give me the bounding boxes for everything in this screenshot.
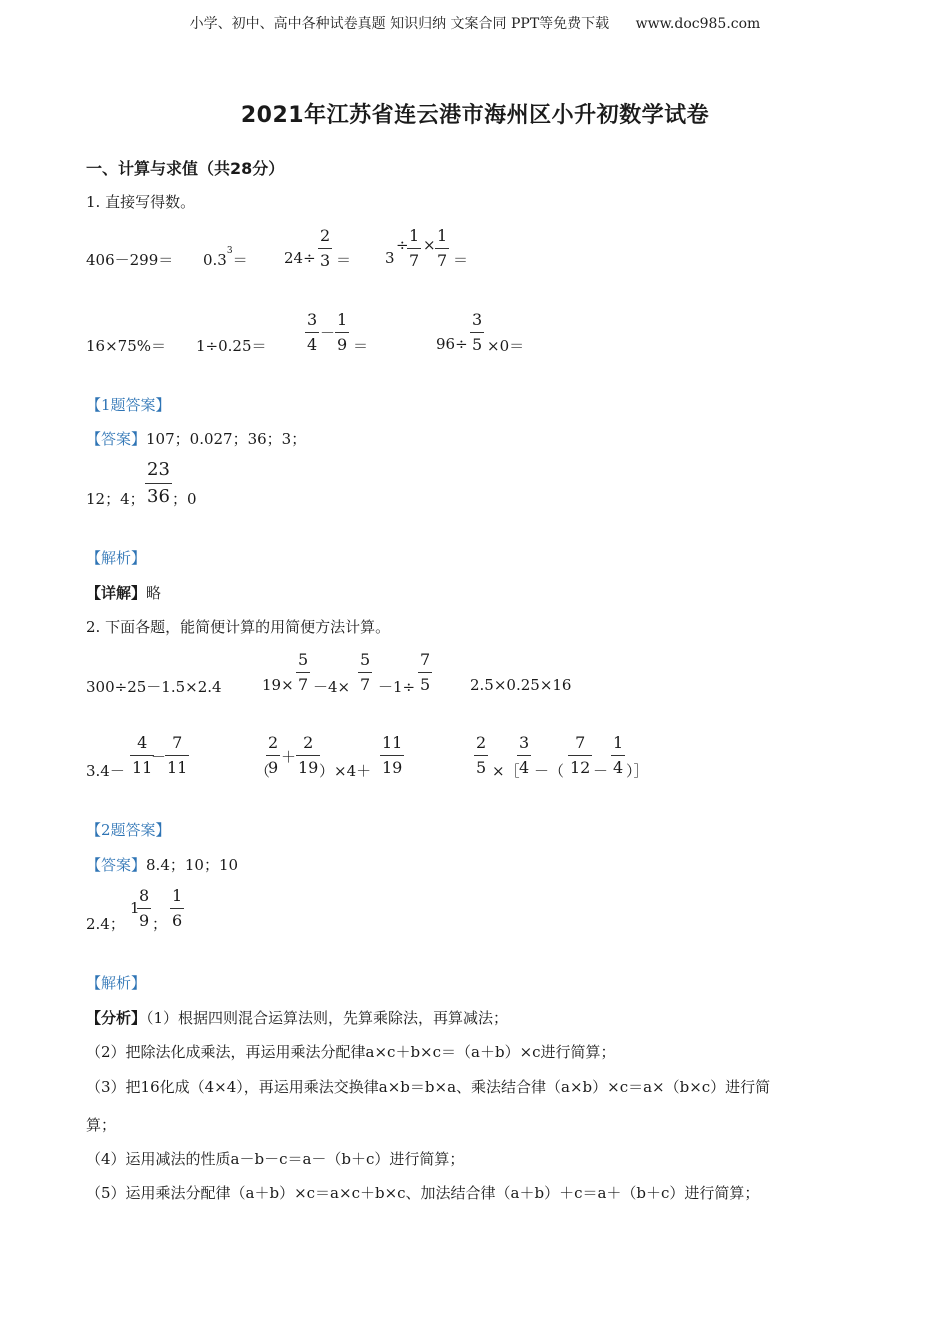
q2-r2-c-mid3: － — [593, 762, 609, 780]
header-site-link[interactable]: www.doc985.com — [635, 16, 761, 32]
q1-r1-c-pre: 24÷ — [284, 249, 316, 267]
q1-r2-a: 16×75%＝ — [86, 337, 166, 355]
q1-r2-c-frac1: $\frac{3}{4}$ — [307, 310, 318, 354]
q2-r2-b-plus: ＋ — [281, 748, 297, 766]
q2-r2-a-pre: 3.4－ — [86, 762, 125, 780]
q2-r1-b-frac2: $\frac{5}{7}$ — [360, 650, 371, 694]
q1-r2-d-frac: $\frac{3}{5}$ — [472, 310, 483, 354]
page-title: 2021年江苏省连云港市海州区小升初数学试卷 — [240, 103, 710, 128]
q1-answer-line2-post: ；0 — [172, 490, 197, 508]
q1-answer-line2-pre: 12；4； — [86, 490, 145, 508]
q2-r1-b-frac1: $\frac{5}{7}$ — [298, 650, 309, 694]
q1-r1-c-eq: ＝ — [336, 251, 352, 269]
q2-analysis-2: （2）把除法化成乘法，再运用乘法分配律a×c＋b×c＝（a＋b）×c进行简算； — [86, 1043, 616, 1061]
q2-analysis-3a: （3）把16化成（4×4），再运用乘法交换律a×b＝b×a、乘法结合律（a×b）×c＝a×（b×c）进行简 — [86, 1078, 771, 1096]
q2-answer: 【答案】8.4；10；10 — [86, 856, 239, 874]
q2-r2-b-lparen: （ — [255, 762, 271, 780]
q2-analysis-1: 【分析】（1）根据四则混合运算法则，先算乘除法，再算减法； — [86, 1009, 509, 1027]
q1-r1-a: 406－299＝ — [86, 251, 174, 269]
q2-r1-a: 300÷25－1.5×2.4 — [86, 678, 222, 696]
q2-r1-b-mid1: －4× — [313, 678, 351, 696]
q2-analysis-5: （5）运用乘法分配律（a＋b）×c＝a×c＋b×c、加法结合律（a＋b）＋c＝a＋（b＋c）进行简算； — [86, 1184, 760, 1202]
q2-answer-tag: 【2题答案】 — [86, 821, 171, 839]
header-text: 小学、初中、高中各种试卷真题 知识归纳 文案合同 PPT等免费下载 — [189, 16, 610, 32]
q2-r2-c-mid1: ×［ — [492, 762, 520, 780]
q2-analysis-tag: 【解析】 — [86, 974, 147, 992]
q2-answer-line2-pre: 2.4； — [86, 915, 125, 933]
q2-r1-b-mid2: －1÷ — [378, 678, 416, 696]
q2-answer-whole: 1 — [130, 899, 140, 917]
q1-answer-tag: 【1题答案】 — [86, 396, 171, 414]
q1-r2-c-eq: ＝ — [353, 337, 369, 355]
q1-r1-d-pre: 3 — [385, 249, 395, 267]
q2-r2-c-frac2: $\frac{3}{4}$ — [519, 733, 530, 777]
page-header — [0, 13, 950, 33]
q2-analysis-4: （4）运用减法的性质a－b－c＝a－（b＋c）进行简算； — [86, 1150, 465, 1168]
q2-r2-c-frac4: $\frac{1}{4}$ — [613, 733, 624, 777]
q1-prompt: 1. 直接写得数。 — [86, 193, 196, 211]
q2-prompt: 2. 下面各题，能简便计算的用简便方法计算。 — [86, 618, 391, 636]
q1-r2-d-post: ×0＝ — [487, 337, 525, 355]
q2-answer-sep: ； — [152, 915, 168, 933]
q2-r2-b-frac3: $\frac{11}{19}$ — [382, 733, 403, 777]
q1-r2-c-frac2: $\frac{1}{9}$ — [337, 310, 348, 354]
q1-r2-c-minus: － — [320, 324, 336, 342]
q1-r1-b: $0.3^3=$ — [203, 246, 248, 269]
q2-answer-frac2: $\frac{1}{6}$ — [172, 886, 183, 930]
q1-r1-d-frac2: $\frac{1}{7}$ — [437, 226, 448, 270]
q1-detail: 【详解】略 — [86, 584, 162, 602]
q1-r1-c-frac: $\frac{2}{3}$ — [320, 226, 331, 270]
q2-r2-c-end: ）］ — [626, 762, 649, 780]
q2-r2-a-frac2: $\frac{7}{11}$ — [167, 733, 188, 777]
q2-r1-b-frac3: $\frac{7}{5}$ — [420, 650, 431, 694]
q1-analysis-tag: 【解析】 — [86, 549, 147, 567]
q1-answer: 【答案】107；0.027；36；3； — [86, 430, 307, 448]
q2-r2-c-frac1: $\frac{2}{5}$ — [476, 733, 487, 777]
q2-answer-frac1: $\frac{8}{9}$ — [139, 886, 150, 930]
q2-r2-c-frac3: $\frac{7}{12}$ — [570, 733, 591, 777]
q1-r1-d-frac1: $\frac{1}{7}$ — [409, 226, 420, 270]
q2-r1-c: 2.5×0.25×16 — [470, 676, 572, 694]
q2-r2-c-mid2: －（ — [534, 762, 565, 780]
q2-r2-b-frac2: $\frac{2}{19}$ — [298, 733, 319, 777]
section-heading: 一、计算与求值（共28分） — [86, 159, 285, 178]
q1-r1-d-times: × — [423, 236, 436, 254]
q2-r1-b-pre: 19× — [262, 676, 294, 694]
q1-r1-d-eq: ＝ — [453, 251, 469, 269]
q2-r2-a-frac1: $\frac{4}{11}$ — [132, 733, 153, 777]
q2-r2-b-frac1: $\frac{2}{9}$ — [268, 733, 279, 777]
q1-r2-d-pre: 96÷ — [436, 335, 468, 353]
q1-answer-frac: $\frac{23}{36}$ — [147, 459, 170, 507]
q2-r2-a-minus: － — [151, 748, 167, 766]
q2-r2-b-rparen: ）×4＋ — [319, 762, 372, 780]
q1-r2-b: 1÷0.25＝ — [196, 337, 267, 355]
q1-r1-d-div: ÷ — [396, 236, 409, 254]
q2-analysis-3b: 算； — [86, 1116, 117, 1134]
